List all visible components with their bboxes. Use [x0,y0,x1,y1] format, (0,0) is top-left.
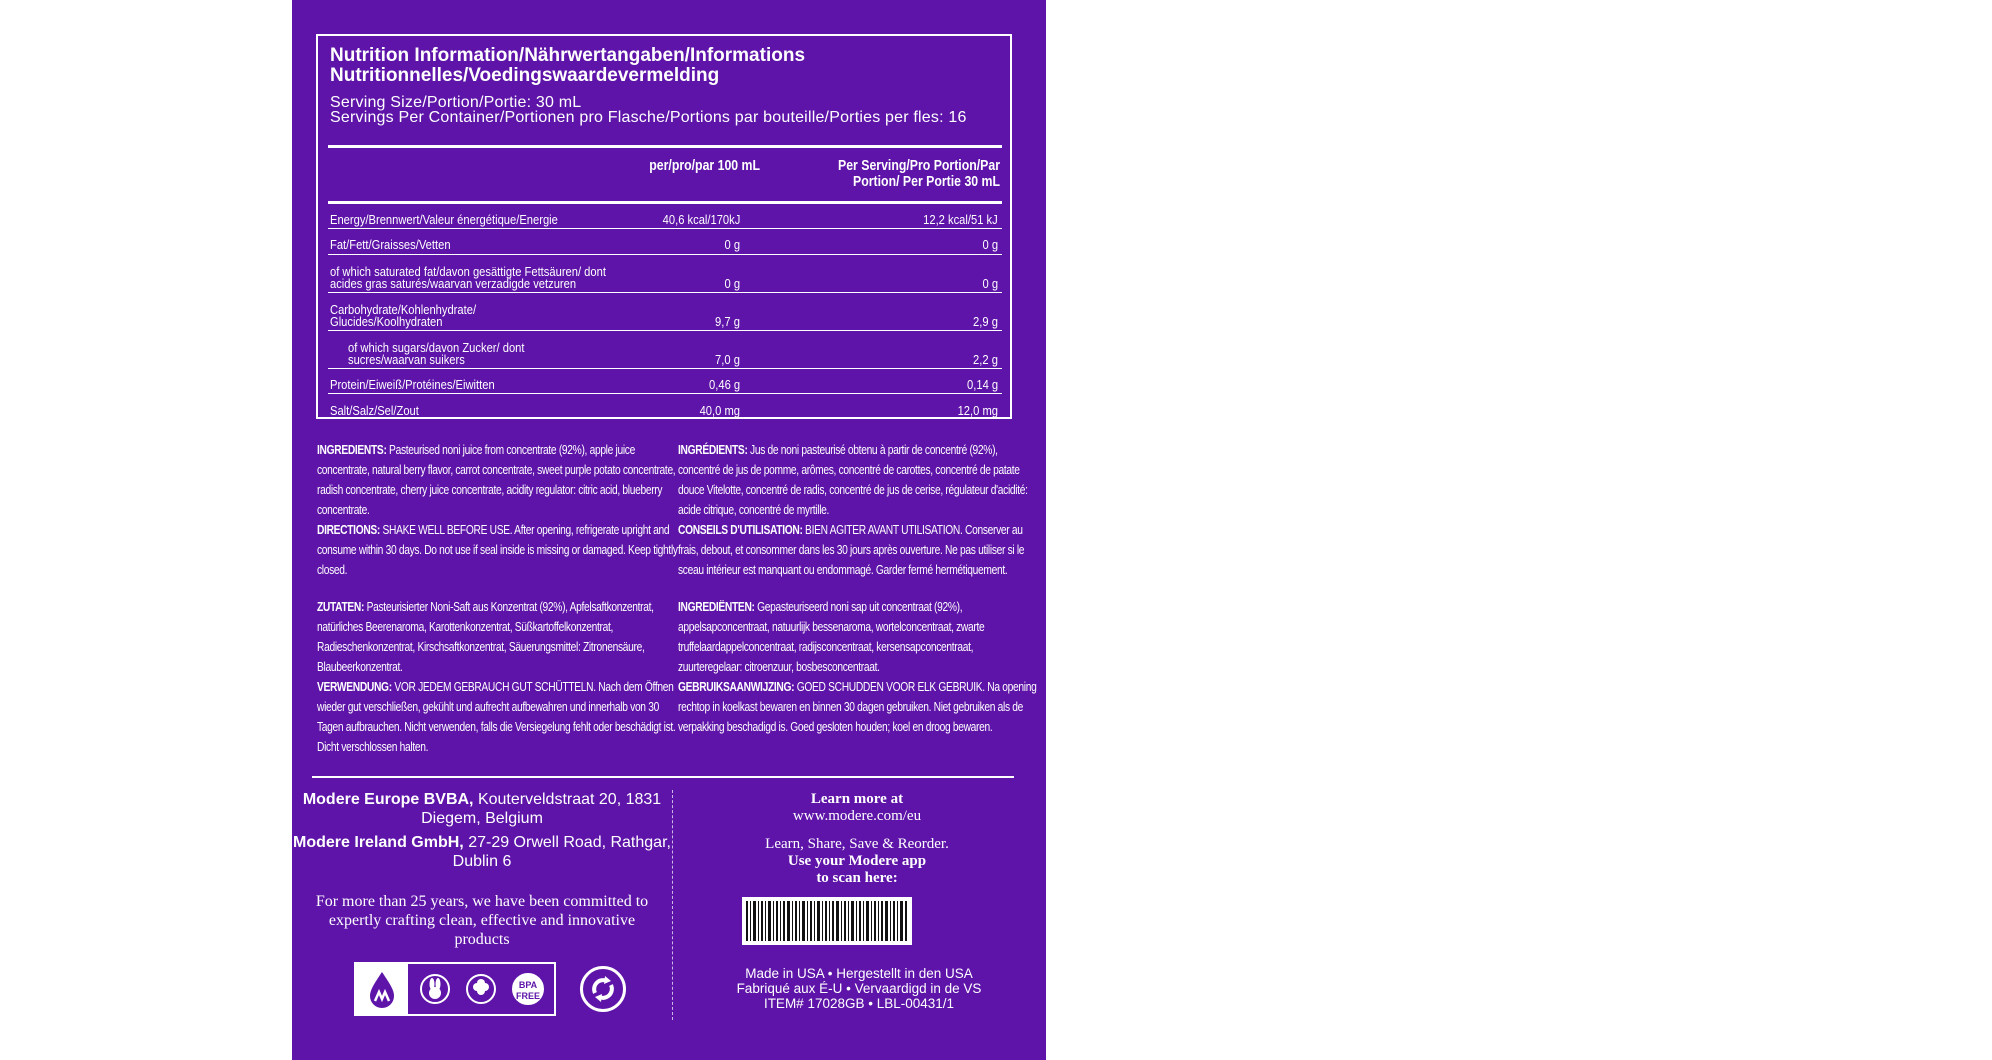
servings-per-container: Servings Per Container/Portionen pro Flasche/Portions par bouteille/Porties per fles: 16 [330,109,967,126]
company-europe-name: Modere Europe BVBA, [302,791,474,808]
cruelty-free-bunny-icon [420,974,450,1004]
water-drop-icon [356,964,408,1014]
address-europe [292,790,672,828]
value-per-100ml: 40,0 mg [699,403,740,418]
nutrient-name: Carbohydrate/Kohlenhydrate/ Glucides/Koolhydraten [330,302,477,329]
recycle-icon [580,966,626,1012]
nutrition-panel [316,34,1012,419]
nutrition-row [330,398,1000,417]
company-europe-address: Kouterveldstraat 20, 1831 Diegem, Belgium [421,791,662,827]
item-number: ITEM# 17028GB • LBL-00431/1 [763,996,955,1011]
nutrition-row [330,372,1000,391]
value-per-serving: 12,0 mg [957,403,998,418]
serving-size: Serving Size/Portion/Portie: 30 mL [330,94,582,111]
made-in-usa: Made in USA • Hergestellt in den USA [745,966,973,981]
ingredients-en-text: Pasteurised noni juice from concentrate (92%), apple juice concentrate, natural berry flavor, carrot concentrate, sweet purple potato concentrate, radish concentrate, cherry juice concentrate, acidity regulator: citric acid, blueberry concentrate. [317,443,676,517]
certification-icons [354,962,556,1016]
nutrition-row [330,232,1000,251]
company-ireland-address: 27-29 Orwell Road, Rathgar, Dublin 6 [452,834,671,870]
address-ireland [292,833,672,871]
rule [328,201,1002,204]
value-per-serving: 12,2 kcal/51 kJ [923,212,998,227]
value-per-100ml: 9,7 g [715,314,740,329]
ingredients-fr [678,440,1039,520]
nutrition-row [330,206,1000,226]
ingredients-nl-label: INGREDIËNTEN: [678,600,755,614]
ingredients-de-label: ZUTATEN: [317,600,365,614]
learn-more-label: Learn more at [810,791,904,807]
ingredients-nl [678,597,1039,677]
nutrient-name: Energy/Brennwert/Valeur énergétique/Energie [330,212,558,227]
company-ireland-name: Modere Ireland GmbH, [293,834,464,851]
nutrient-name: of which sugars/davon Zucker/ dont sucres/waarvan suikers [348,340,525,367]
value-per-serving: 2,2 g [973,352,998,367]
commitment-statement: For more than 25 years, we have been committed to expertly crafting clean, effective and innovative products [315,893,649,948]
ingredients-fr-label: INGRÉDIENTS: [678,443,748,457]
value-per-100ml: 0 g [724,237,740,252]
ingredients-de-text: Pasteurisierter Noni-Saft aus Konzentrat (92%), Apfelsaftkonzentrat, natürliches Beerenaroma, Karottenkonzentrat, Süßkartoffelkonzentrat, Radieschenkonzentrat, Kirschsaftkonzentrat, Säuerungsmittel: Zitronensäure, Blaubeerkonzentrat. [317,600,654,674]
ingredients-fr-text: Jus de noni pasteurisé obtenu à partir de concentré (92%), concentré de jus de pomme, arômes, concentré de carottes, concentré de patate douce Vitelotte, concentré de radis, concentré de jus de cerise, régulateur d'acidité: acide citrique, concentré de myrtille. [678,443,1028,517]
made-in-fr-nl: Fabriqué aux É-U • Vervaardigd in de VS [736,981,982,996]
serving-info [330,95,1000,125]
nutrient-name: Protein/Eiweiß/Protéines/Eiwitten [330,377,495,392]
directions-fr-text: BIEN AGITER AVANT UTILISATION. Conserver au frais, debout, et consommer dans les 30 jours après ouverture. Ne pas utiliser si le sceau intérieur est manquant ou endommagé. Garder fermé hermétiquement. [678,523,1025,577]
directions-nl-label: GEBRUIKSAANWIJZING: [678,680,795,694]
bpa-free-icon: BPA FREE [512,973,544,1005]
nutrient-name: Salt/Salz/Sel/Zout [330,403,419,418]
directions-de-text: VOR JEDEM GEBRAUCH GUT SCHÜTTELN. Nach dem Öffnen wieder gut verschließen, gekühlt und aufrecht aufbewahren und innerhalb von 30 Tagen aufbrauchen. Nicht verwenden, falls die Versiegelung fehlt oder beschädigt ist. Dicht verschlossen halten. [317,680,676,754]
ingredients-en [317,440,678,520]
directions-nl-text: GOED SCHUDDEN VOOR ELK GEBRUIK. Na opening rechtop in koelkast bewaren en binnen 30 dagen gebruiken. Niet gebruiken als de verpakking beschadigd is. Goed gesloten houden; koel en droog bewaren. [678,680,1037,734]
value-per-serving: 0 g [982,276,998,291]
text-column-right [678,440,1038,737]
value-per-100ml: 0 g [724,276,740,291]
rule [328,292,1002,293]
directions-en-text: SHAKE WELL BEFORE USE. After opening, refrigerate upright and consume within 30 days. Do not use if seal inside is missing or damaged. Keep tightly closed. [317,523,678,577]
directions-fr-label: CONSEILS D'UTILISATION: [678,523,803,537]
app-line-1: Use your Modere app [787,853,927,869]
nutrition-title: Nutrition Information/Nährwertangaben/Informations Nutritionnelles/Voedingswaardevermelding [330,45,806,86]
rule [328,330,1002,331]
column-header-per-serving: Per Serving/Pro Portion/Par Portion/ Per Portie 30 mL [837,157,1000,190]
directions-de-label: VERWENDUNG: [317,680,392,694]
directions-en-label: DIRECTIONS: [317,523,381,537]
value-per-serving: 0,14 g [966,377,998,392]
text-column-left [317,440,677,757]
value-per-100ml: 7,0 g [715,352,740,367]
tagline: Learn, Share, Save & Reorder. [765,836,949,852]
directions-en [317,520,678,580]
value-per-serving: 2,9 g [973,314,998,329]
website-url[interactable]: www.modere.com/eu [792,808,922,824]
directions-nl [678,677,1039,737]
ingredients-nl-text: Gepasteuriseerd noni sap uit concentraat (92%), appelsapconcentraat, natuurlijk bessenaroma, wortelconcentraat, zwarte truffelaardappelconcentraat, radijsconcentraat, kersensapconcentraat, zuurteregelaar: citroenzuur, bosbesconcentraat. [678,600,985,674]
rule [328,254,1002,255]
directions-fr [678,520,1039,580]
column-header-per-100ml: per/pro/par 100 mL [649,157,760,174]
nutrient-name: Fat/Fett/Graisses/Vetten [330,237,451,252]
product-label [292,0,1046,1060]
nutrition-row [330,334,1000,366]
value-per-100ml: 40,6 kcal/170kJ [662,212,740,227]
value-per-100ml: 0,46 g [708,377,740,392]
rule [328,393,1002,394]
barcode[interactable] [742,897,912,945]
nutrition-row [330,296,1000,328]
footer-divider [312,776,1014,778]
ingredients-en-label: INGREDIENTS: [317,443,387,457]
ingredients-de [317,597,678,677]
directions-de [317,677,678,757]
cotton-icon [466,974,496,1004]
nutrient-name: of which saturated fat/davon gesättigte Fettsäuren/ dont acides gras saturés/waarvan verzadigde vetzuren [330,264,606,291]
nutrition-row [330,258,1000,290]
rule [328,368,1002,369]
value-per-serving: 0 g [982,237,998,252]
rule [328,145,1002,148]
rule [328,228,1002,229]
app-line-2: to scan here: [816,870,898,886]
